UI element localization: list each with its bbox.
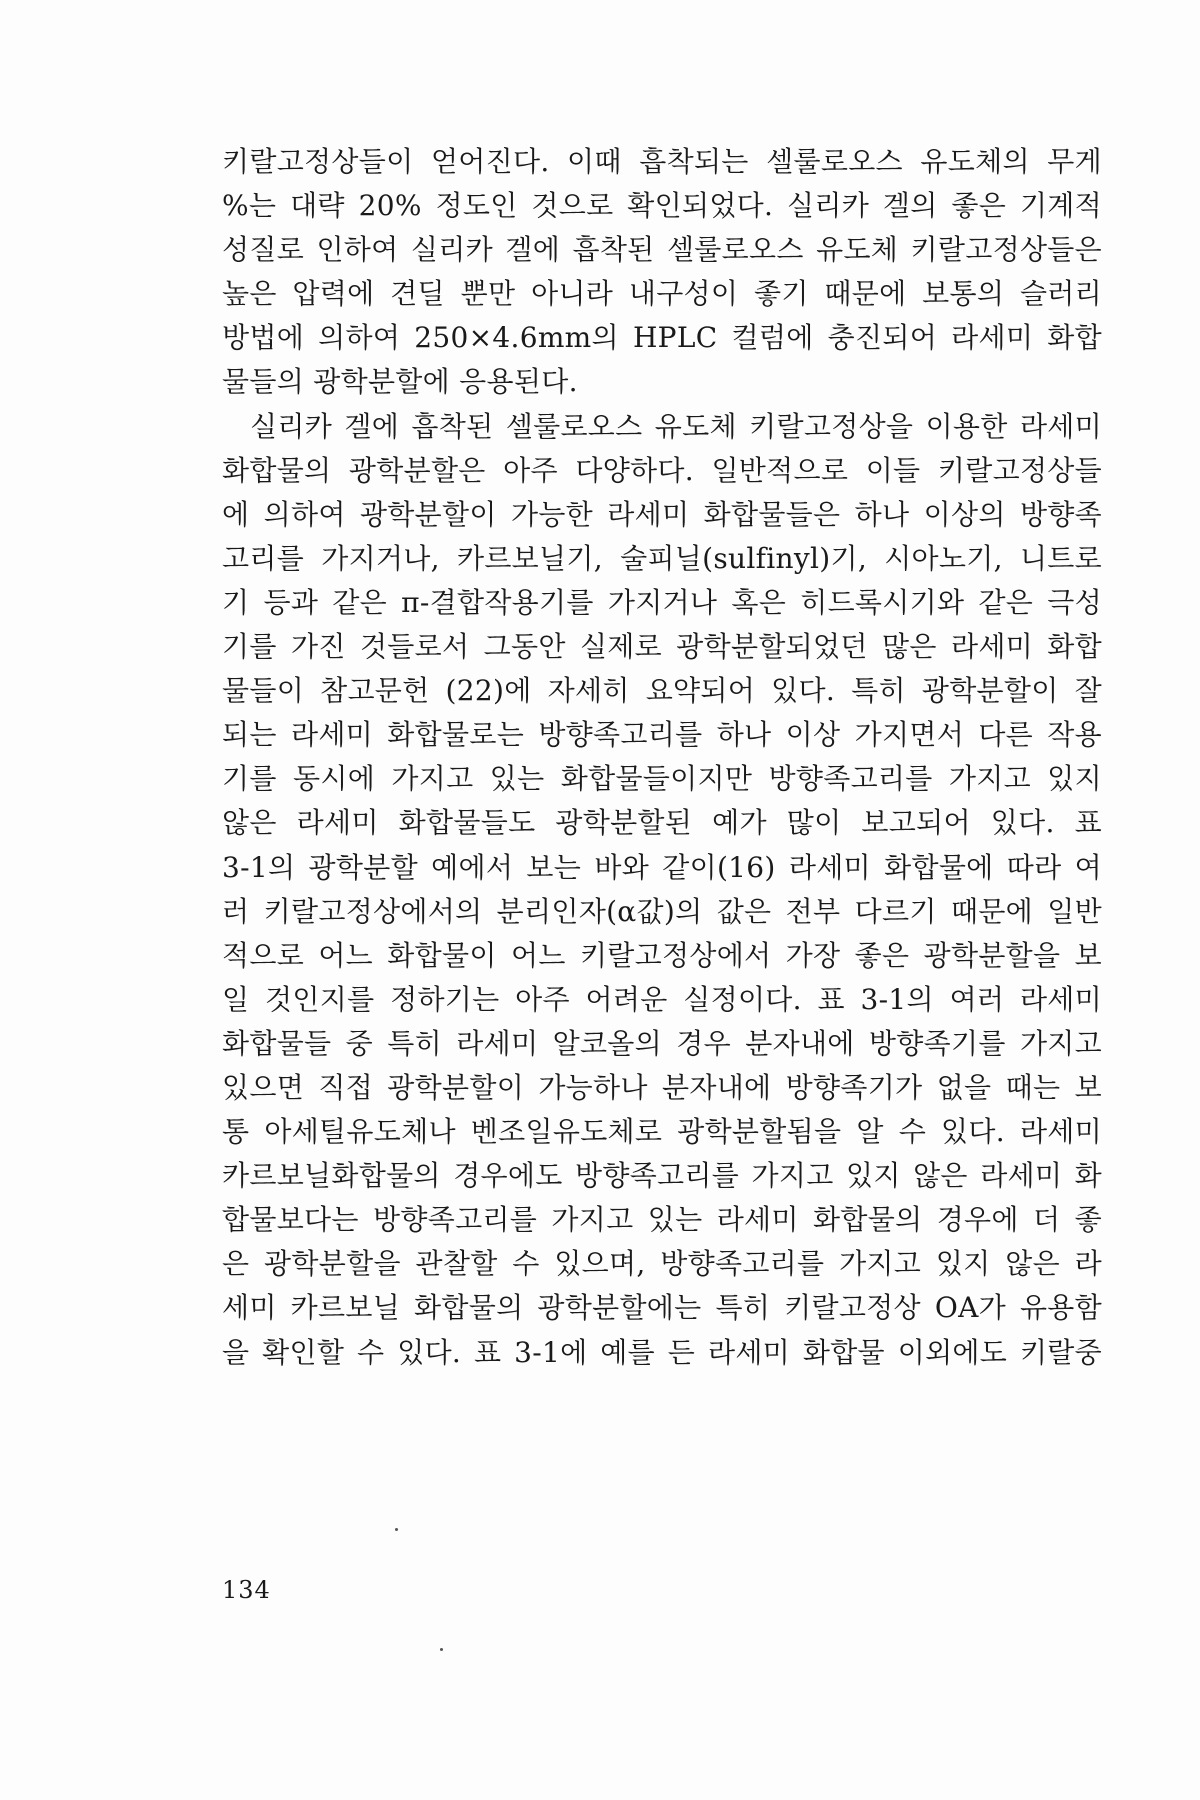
text-line: 높은 압력에 견딜 뿐만 아니라 내구성이 좋기 때문에 보통의 슬러리	[222, 277, 1102, 311]
text-line: 적으로 어느 화합물이 어느 키랄고정상에서 가장 좋은 광학분할을 보	[222, 938, 1102, 972]
text-line: 에 의하여 광학분할이 가능한 라세미 화합물들은 하나 이상의 방향족	[222, 497, 1102, 531]
page-number: 134	[222, 1576, 271, 1604]
text-line: 카르보닐화합물의 경우에도 방향족고리를 가지고 있지 않은 라세미 화	[222, 1159, 1102, 1193]
text-line: 고리를 가지거나, 카르보닐기, 술피닐(sulfinyl)기, 시아노기, 니트로	[222, 541, 1102, 575]
body-text	[222, 140, 1102, 1375]
text-line: 은 광학분할을 관찰할 수 있으며, 방향족고리를 가지고 있지 않은 라	[222, 1247, 1102, 1281]
text-line: 화합물의 광학분할은 아주 다양하다. 일반적으로 이들 키랄고정상들	[222, 453, 1102, 487]
text-line: 통 아세틸유도체나 벤조일유도체로 광학분할됨을 알 수 있다. 라세미	[222, 1115, 1102, 1149]
text-line: 방법에 의하여 250×4.6mm의 HPLC 컬럼에 충진되어 라세미 화합	[222, 321, 1102, 355]
text-line: 세미 카르보닐 화합물의 광학분할에는 특히 키랄고정상 OA가 유용함	[222, 1291, 1102, 1325]
text-line: 러 키랄고정상에서의 분리인자(α값)의 값은 전부 다르기 때문에 일반	[222, 894, 1102, 928]
text-line: 기를 동시에 가지고 있는 화합물들이지만 방향족고리를 가지고 있지	[222, 762, 1102, 796]
text-line: 물들이 참고문헌 (22)에 자세히 요약되어 있다. 특히 광학분할이 잘	[222, 674, 1102, 708]
scan-speck	[395, 1528, 398, 1531]
scan-speck	[440, 1648, 443, 1651]
text-line: 기를 가진 것들로서 그동안 실제로 광학분할되었던 많은 라세미 화합	[222, 630, 1102, 664]
text-line: 성질로 인하여 실리카 겔에 흡착된 셀룰로오스 유도체 키랄고정상들은	[222, 233, 1102, 267]
text-line: 3-1의 광학분할 예에서 보는 바와 같이(16) 라세미 화합물에 따라 여	[222, 850, 1102, 884]
text-line: 물들의 광학분할에 응용된다.	[222, 365, 578, 399]
text-line: 기 등과 같은 π-결합작용기를 가지거나 혹은 히드록시기와 같은 극성	[222, 585, 1102, 619]
text-line: 있으면 직접 광학분할이 가능하나 분자내에 방향족기가 없을 때는 보	[222, 1070, 1102, 1104]
text-line: 되는 라세미 화합물로는 방향족고리를 하나 이상 가지면서 다른 작용	[222, 718, 1102, 752]
text-line: 을 확인할 수 있다. 표 3-1에 예를 든 라세미 화합물 이외에도 키랄중	[222, 1335, 1102, 1369]
text-line: %는 대략 20% 정도인 것으로 확인되었다. 실리카 겔의 좋은 기계적	[222, 189, 1102, 223]
text-line: 키랄고정상들이 얻어진다. 이때 흡착되는 셀룰로오스 유도체의 무게	[222, 145, 1102, 178]
text-line: 화합물들 중 특히 라세미 알코올의 경우 분자내에 방향족기를 가지고	[222, 1026, 1102, 1060]
text-line: 않은 라세미 화합물들도 광학분할된 예가 많이 보고되어 있다. 표	[222, 806, 1102, 840]
text-line: 합물보다는 방향족고리를 가지고 있는 라세미 화합물의 경우에 더 좋	[222, 1203, 1102, 1237]
text-line: 일 것인지를 정하기는 아주 어려운 실정이다. 표 3-1의 여러 라세미	[222, 982, 1102, 1016]
paragraph-first-line: 실리카 겔에 흡착된 셀룰로오스 유도체 키랄고정상을 이용한 라세미	[250, 409, 1102, 443]
